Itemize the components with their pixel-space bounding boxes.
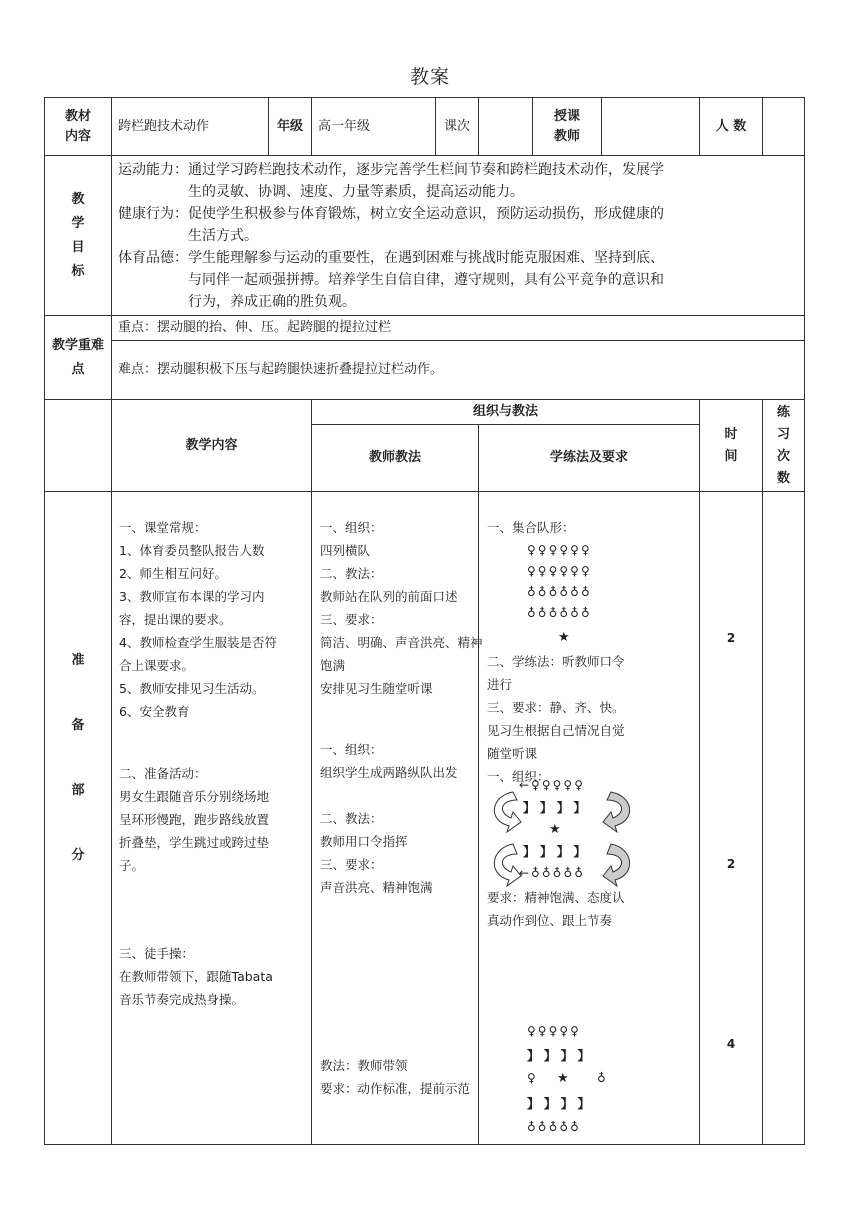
- curve-arrow-icon: [603, 844, 630, 886]
- time-value: 2: [726, 631, 736, 645]
- requirement-line: 真动作到位、跟上节奏: [487, 913, 613, 928]
- student-method-cell: [479, 492, 700, 1145]
- objective-item: [118, 247, 798, 313]
- time-value: 4: [726, 1037, 736, 1051]
- material-value: 跨栏跑技术动作: [112, 98, 269, 156]
- time-header: 时间: [700, 400, 763, 492]
- time-value: 2: [726, 857, 736, 871]
- content-line: 1、体育委员整队报告人数: [119, 543, 265, 558]
- teacher-line: [320, 784, 458, 807]
- objective-key: 健康行为：: [118, 205, 188, 222]
- objective-text: 通过学习跨栏跑技术动作，逐步完善学生栏间节奏和跨栏跑技术动作，发展学 生的灵敏、协调、速度、力量等素质，提高运动能力。: [188, 161, 664, 200]
- student-method-header: 学练法及要求: [479, 425, 700, 492]
- teacher-line: 教师用口令指挥: [320, 834, 408, 849]
- count-label: 人 数: [700, 98, 763, 156]
- formation-row: ♀♀♀♀♀♀: [527, 564, 592, 578]
- section-label: 准备部分: [45, 492, 112, 1145]
- content-line: 呈环形慢跑，跑步路线放置: [119, 812, 270, 827]
- content-line: 音乐节奏完成热身操。: [119, 992, 245, 1007]
- teacher-block-warmup: [320, 738, 458, 899]
- org-header: 组织与教法: [312, 400, 700, 425]
- practice-header: 练习次数: [763, 400, 805, 492]
- teacher-line: 简洁、明确、声音洪亮、精神: [320, 635, 483, 650]
- student-line: 三、要求：静、齐、快。: [487, 700, 625, 715]
- header-row: [45, 98, 805, 156]
- count-value: [763, 98, 805, 156]
- teacher-block-exercise: [320, 1054, 470, 1100]
- run-hurdles-bottom: 】 】 】 】: [523, 844, 587, 859]
- content-line: 2、师生相互问好。: [119, 566, 227, 581]
- formation-row: ♁♁♁♁♁♁: [527, 585, 592, 599]
- teacher-star-icon: ★: [558, 630, 570, 645]
- objective-text: 学生能理解参与运动的重要性，在遇到困难与挑战时能克服困难、坚持到底、 与同伴一起顽强拼搏。培养学生自信自律，遵守规则，具有公平竞争的意识和 行为，养成正确的胜负观。: [188, 249, 664, 310]
- curve-arrow-icon: [603, 792, 630, 832]
- teacher-line: 教法：教师带领: [320, 1058, 408, 1073]
- objective-key: 运动能力：: [118, 161, 188, 178]
- lesson-value: [479, 98, 533, 156]
- content-line: 男女生跟随音乐分别绕场地: [119, 789, 270, 804]
- teacher-block-routine: [320, 516, 483, 700]
- content-line: 容，提出课的要求。: [119, 612, 232, 627]
- run-teacher-star-icon: ★: [549, 822, 561, 837]
- content-line: 三、徒手操：: [119, 946, 195, 961]
- blank-header-cell: [45, 400, 112, 492]
- exercise-teacher-star-icon: ★: [557, 1071, 569, 1086]
- content-block-exercise: [119, 942, 273, 1011]
- student-line: 一、组织：: [487, 769, 550, 784]
- student-line: 进行: [487, 677, 513, 692]
- requirement-line: 要求：精神饱满、态度认: [487, 890, 625, 905]
- teacher-line: 四列横队: [320, 543, 371, 558]
- formation-diagram: [527, 540, 592, 624]
- key-point-row: [45, 316, 805, 341]
- exercise-hurdles-bottom: 】 】 】 】: [527, 1096, 591, 1111]
- formation-row: ♀♀♀♀♀♀: [527, 543, 592, 557]
- run-top-row: ←♀♀♀♀♀: [519, 778, 585, 792]
- teacher-line: 二、教法：: [320, 811, 383, 826]
- teacher-line: 教师站在队列的前面口述: [320, 589, 458, 604]
- column-header-row: [45, 400, 805, 425]
- teacher-line: 三、要求：: [320, 857, 383, 872]
- objective-text: 促使学生积极参与体育锻炼，树立安全运动意识，预防运动损伤，形成健康的 生活方式。: [188, 205, 664, 244]
- section-row: [45, 492, 805, 1145]
- objective-item: [118, 203, 798, 247]
- teacher-line: 二、教法：: [320, 566, 383, 581]
- objectives-row: [45, 156, 805, 316]
- teacher-line: 饱满: [320, 658, 346, 673]
- content-line: 折叠垫，学生跳过或跨过垫: [119, 835, 270, 850]
- teacher-line: 声音洪亮、精神饱满: [320, 880, 433, 895]
- content-line: 5、教师安排见习生活动。: [119, 681, 265, 696]
- page-title: 教案: [409, 66, 450, 88]
- teacher-line: 三、要求：: [320, 612, 383, 627]
- key-point: 重点：摆动腿的抬、伸、压。起跨腿的提拉过栏: [112, 316, 805, 341]
- teacher-line: 要求：动作标准，提前示范: [320, 1081, 471, 1096]
- material-label: 教材内容: [45, 98, 112, 156]
- student-line: 随堂听课: [487, 746, 538, 761]
- content-line: 4、教师检查学生服装是否符: [119, 635, 277, 650]
- practice-cell: [763, 492, 805, 1145]
- objectives-label: 教学目标: [45, 156, 112, 316]
- content-cell: [112, 492, 312, 1145]
- exercise-right-mark: ♁: [597, 1071, 608, 1085]
- lesson-plan-table: [44, 97, 805, 1145]
- content-line: 6、安全教育: [119, 704, 190, 719]
- teacher-method-header: 教师教法: [312, 425, 479, 492]
- grade-value: 高一年级: [312, 98, 436, 156]
- student-line: 见习生根据自己情况自觉: [487, 723, 625, 738]
- student-instructions: [487, 650, 625, 788]
- teacher-line: 安排见习生随堂听课: [320, 681, 433, 696]
- content-block-warmup: [119, 762, 269, 877]
- teacher-line: 组织学生成两路纵队出发: [320, 765, 458, 780]
- difficult-point-row: [45, 341, 805, 400]
- grade-label: 年级: [269, 98, 312, 156]
- objectives-body: [112, 156, 805, 316]
- difficult-point: 难点：摆动腿积极下压与起跨腿快速折叠提拉过栏动作。: [112, 341, 805, 400]
- objective-item: [118, 159, 798, 203]
- formation-title: 一、集合队形：: [487, 520, 575, 535]
- content-line: 一、课堂常规：: [119, 520, 207, 535]
- lesson-label: 课次: [436, 98, 479, 156]
- run-hurdles-top: 】 】 】 】: [523, 800, 587, 815]
- teacher-value: [602, 98, 700, 156]
- content-header: 教学内容: [112, 400, 312, 492]
- exercise-hurdles-top: 】 】 】 】: [527, 1048, 591, 1063]
- content-line: 子。: [119, 858, 145, 873]
- exercise-left-mark: ♀: [527, 1071, 538, 1085]
- exercise-top-row: ♀♀♀♀♀: [527, 1024, 581, 1038]
- content-block-routine: [119, 516, 277, 723]
- curve-arrow-icon: [494, 844, 521, 886]
- student-line: 二、学练法：听教师口令: [487, 654, 625, 669]
- run-bottom-row: ←♁♁♁♁♁: [519, 866, 585, 880]
- objective-key: 体育品德：: [118, 249, 188, 266]
- run-requirements: [487, 886, 625, 932]
- content-line: 合上课要求。: [119, 658, 195, 673]
- formation-row: ♁♁♁♁♁♁: [527, 606, 592, 620]
- content-line: 3、教师宣布本课的学习内: [119, 589, 265, 604]
- exercise-bottom-row: ♁♁♁♁♁: [527, 1120, 581, 1134]
- keypoints-label: 教学重难点: [45, 316, 112, 400]
- time-cell: [700, 492, 763, 1145]
- teacher-line: 一、组织：: [320, 520, 383, 535]
- curve-arrow-icon: [494, 792, 521, 832]
- content-line: 在教师带领下，跟随Tabata: [119, 969, 273, 984]
- teacher-line: 一、组织：: [320, 742, 383, 757]
- content-line: 二、准备活动：: [119, 766, 207, 781]
- teacher-method-cell: [312, 492, 483, 1145]
- teacher-label: 授课教师: [533, 98, 602, 156]
